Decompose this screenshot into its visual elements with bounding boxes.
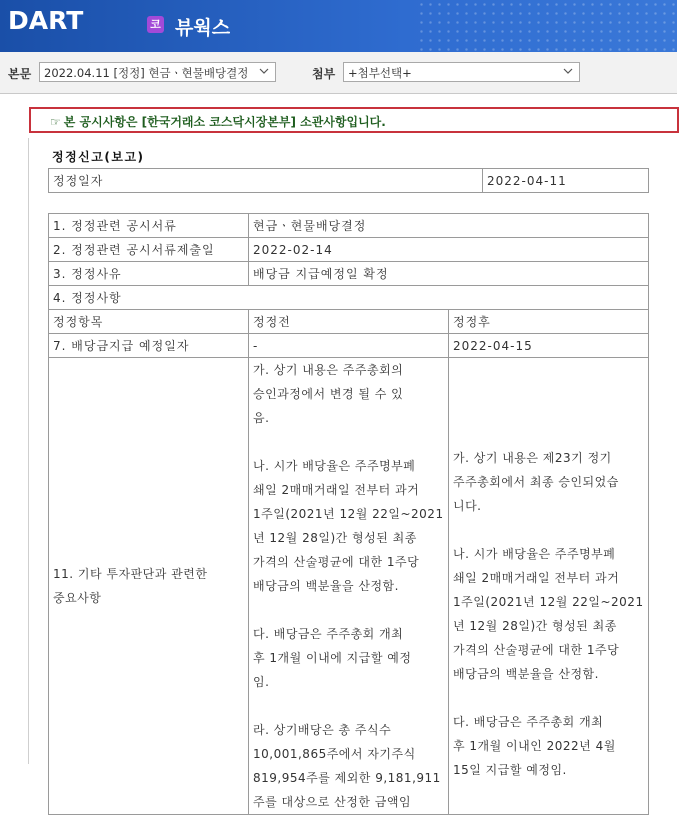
chevron-down-icon [563, 66, 573, 76]
column-header: 정정항목 [49, 310, 249, 334]
row-value: 배당금 지급예정일 확정 [249, 262, 649, 286]
app-header [0, 0, 677, 52]
row-before: 가. 상기 내용은 주주총회의 승인과정에서 변경 될 수 있 음. 나. 시가 배당율은 주주명부폐 쇄일 2매매거래일 전부터 과거 1주일(2021년 12월 22일~2021 년 12월 28일)간 형성된 최종 가격의 산술평균에 대한 1주당 배당금의 백분율을 산정함. 다. 배당금은 주주총회 개최 후 1개월 이내에 지급할 예정 임. 라. 상기배당은 총 주식수 10,001,865주에서 자기주식 819,954주를 제외한 9,181,911 주를 대상으로 산정한 금액임 [249, 358, 449, 815]
attach-select-value: +첨부선택+ [348, 66, 412, 80]
row-after: 2022-04-15 [449, 334, 649, 358]
notice-banner [29, 107, 679, 133]
document-border [28, 138, 29, 764]
header-pattern [417, 0, 677, 52]
table-header-row [49, 310, 649, 334]
body-label: 본문 [8, 67, 32, 81]
row-after: 가. 상기 내용은 제23기 정기 주주총회에서 최종 승인되었습 니다. 나. 시가 배당율은 주주명부폐 쇄일 2매매거래일 전부터 과거 1주일(2021년 12월 22일~2021 년 12월 28일)간 형성된 최종 가격의 산술평균에 대한 1주당 배당금의 백분율을 산정함. 다. 배당금은 주주총회 개최 후 1개월 이내인 2022년 4월 15일 지급할 예정임. [449, 358, 649, 815]
attach-select[interactable] [343, 62, 580, 82]
table-row [49, 286, 649, 310]
company-title: 뷰웍스 [175, 17, 231, 39]
table-row [49, 358, 649, 815]
body-select[interactable] [39, 62, 276, 82]
row-value: 2022-02-14 [249, 238, 649, 262]
date-value: 2022-04-11 [483, 169, 649, 193]
table-row [49, 334, 649, 358]
table-row [49, 214, 649, 238]
notice-text: 본 공시사항은 [한국거래소 코스닥시장본부] 소관사항입니다. [63, 115, 386, 129]
row-item: 7. 배당금지급 예정일자 [49, 334, 249, 358]
row-value: 현금ㆍ현물배당결정 [249, 214, 649, 238]
column-header: 정정전 [249, 310, 449, 334]
row-label: 1. 정정관련 공시서류 [49, 214, 249, 238]
column-header: 정정후 [449, 310, 649, 334]
correction-detail-table [48, 213, 649, 815]
table-row [49, 238, 649, 262]
row-label: 3. 정정사유 [49, 262, 249, 286]
body-select-value: 2022.04.11 [정정] 현금ㆍ현물배당결정 [44, 66, 249, 80]
toolbar [0, 52, 677, 94]
date-label: 정정일자 [49, 169, 483, 193]
correction-date-table [48, 168, 649, 193]
dart-logo[interactable]: DART [8, 6, 84, 35]
row-item: 11. 기타 투자판단과 관련한 중요사항 [49, 358, 249, 815]
chevron-down-icon [259, 66, 269, 76]
table-row [49, 262, 649, 286]
market-badge-icon: 코 [147, 16, 164, 33]
table-row [49, 169, 649, 193]
attach-label: 첨부 [312, 67, 336, 81]
pointing-hand-icon: ☞ [50, 115, 61, 129]
row-before: - [249, 334, 449, 358]
section-heading: 4. 정정사항 [49, 286, 649, 310]
row-label: 2. 정정관련 공시서류제출일 [49, 238, 249, 262]
document-title: 정정신고(보고) [52, 150, 145, 164]
